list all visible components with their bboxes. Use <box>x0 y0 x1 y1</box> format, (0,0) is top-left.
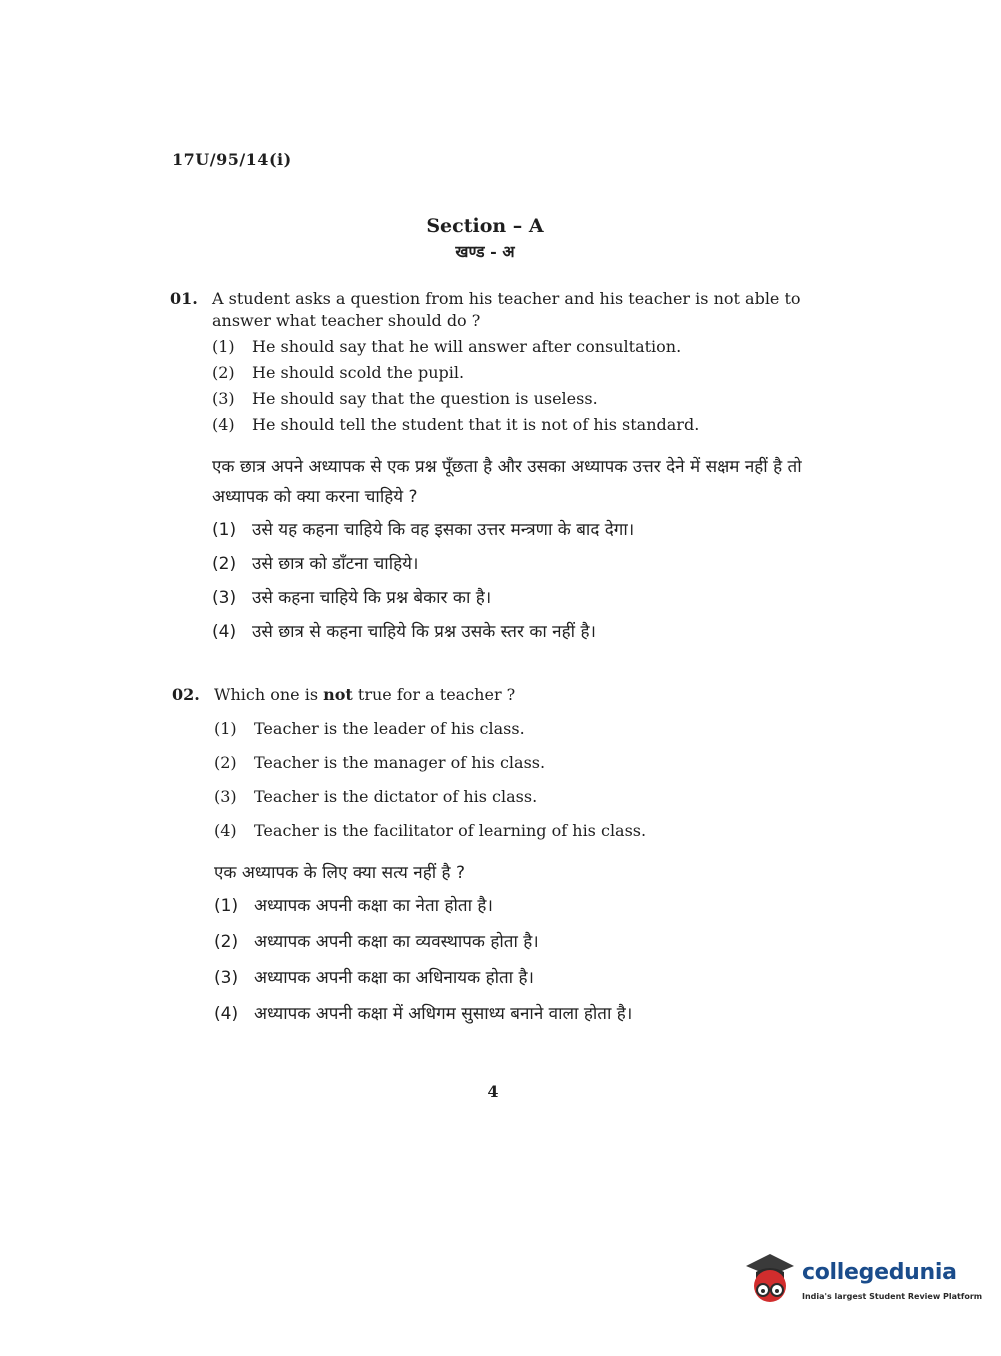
option-number: (4) <box>212 415 235 434</box>
section-title: Section – A <box>426 215 544 237</box>
option-number: (3) <box>212 588 237 608</box>
options-english <box>172 718 812 842</box>
option-text: अध्यापक अपनी कक्षा का अधिनायक होता है। <box>254 968 534 988</box>
option-text: He should say that he will answer after consultation. <box>252 337 682 356</box>
option-2-hindi <box>214 930 812 954</box>
option-text: अध्यापक अपनी कक्षा में अधिगम सुसाध्य बनाने वाला होता है। <box>254 1004 633 1024</box>
question-number: 02. <box>172 685 200 704</box>
option-4-hindi <box>212 620 810 644</box>
option-number: (2) <box>212 554 237 574</box>
question-text-part: Which one is <box>214 685 324 704</box>
mascot-icon <box>742 1250 798 1310</box>
option-number: (2) <box>214 753 237 772</box>
option-number: (4) <box>214 821 237 840</box>
option-4-hindi <box>214 1002 812 1026</box>
option-text: उसे छात्र से कहना चाहिये कि प्रश्न उसके स्तर का नहीं है। <box>252 622 596 642</box>
question-text-english: A student asks a question from his teacher and his teacher is not able to answer what teacher should do ? <box>212 289 801 330</box>
section-subtitle-hindi: खण्ड - अ <box>455 242 515 261</box>
option-text: उसे कहना चाहिये कि प्रश्न बेकार का है। <box>252 588 492 608</box>
option-number: (1) <box>214 896 239 916</box>
question-text-english <box>214 684 812 706</box>
options-english <box>170 336 810 436</box>
options-hindi <box>214 894 812 1026</box>
option-text: Teacher is the dictator of his class. <box>254 787 538 806</box>
option-1-hindi <box>214 894 812 918</box>
option-text: He should scold the pupil. <box>252 363 465 382</box>
question-text-part: true for a teacher ? <box>352 685 516 704</box>
option-number: (1) <box>212 520 237 540</box>
option-text: अध्यापक अपनी कक्षा का नेता होता है। <box>254 896 493 916</box>
option-1 <box>212 336 810 358</box>
option-number: (3) <box>214 787 237 806</box>
brand-name: collegedunia <box>802 1260 957 1285</box>
option-text: उसे छात्र को डाँटना चाहिये। <box>252 554 419 574</box>
question-number: 01. <box>170 289 198 308</box>
option-number: (2) <box>214 932 239 952</box>
question-02-hindi <box>172 858 812 1026</box>
question-01 <box>170 288 810 654</box>
question-02-stem <box>172 684 812 706</box>
option-1-hindi <box>212 518 810 542</box>
option-3-hindi <box>214 966 812 990</box>
option-2-hindi <box>212 552 810 576</box>
option-number: (1) <box>214 719 237 738</box>
option-4 <box>214 820 812 842</box>
paper-code: 17U/95/14(i) <box>172 150 292 169</box>
question-01-hindi <box>170 452 810 644</box>
collegedunia-watermark <box>742 1250 983 1310</box>
option-number: (4) <box>214 1004 239 1024</box>
option-3 <box>212 388 810 410</box>
option-1 <box>214 718 812 740</box>
question-text-hindi: एक अध्यापक के लिए क्या सत्य नहीं है ? <box>214 863 465 883</box>
brand-tagline: India's largest Student Review Platform <box>802 1292 983 1301</box>
option-3 <box>214 786 812 808</box>
page-number: 4 <box>487 1082 499 1101</box>
option-text: अध्यापक अपनी कक्षा का व्यवस्थापक होता है। <box>254 932 539 952</box>
section-heading <box>0 214 970 264</box>
question-01-stem <box>170 288 810 332</box>
option-text: उसे यह कहना चाहिये कि वह इसका उत्तर मन्त्रणा के बाद देगा। <box>252 520 635 540</box>
question-02 <box>172 684 812 1038</box>
option-2 <box>214 752 812 774</box>
option-3-hindi <box>212 586 810 610</box>
option-number: (3) <box>212 389 235 408</box>
option-text: Teacher is the facilitator of learning of his class. <box>254 821 647 840</box>
question-text-hindi: एक छात्र अपने अध्यापक से एक प्रश्न पूँछता है और उसका अध्यापक उत्तर देने में सक्षम नहीं है तो अध्यापक को क्या करना चाहिये ? <box>212 457 802 507</box>
option-text: He should tell the student that it is not of his standard. <box>252 415 700 434</box>
option-4 <box>212 414 810 436</box>
option-text: He should say that the question is useless. <box>252 389 598 408</box>
option-text: Teacher is the manager of his class. <box>254 753 546 772</box>
option-number: (1) <box>212 337 235 356</box>
question-text-emphasis: not <box>323 685 353 704</box>
option-number: (4) <box>212 622 237 642</box>
option-text: Teacher is the leader of his class. <box>254 719 525 738</box>
option-2 <box>212 362 810 384</box>
option-number: (2) <box>212 363 235 382</box>
option-number: (3) <box>214 968 239 988</box>
options-hindi <box>212 518 810 644</box>
